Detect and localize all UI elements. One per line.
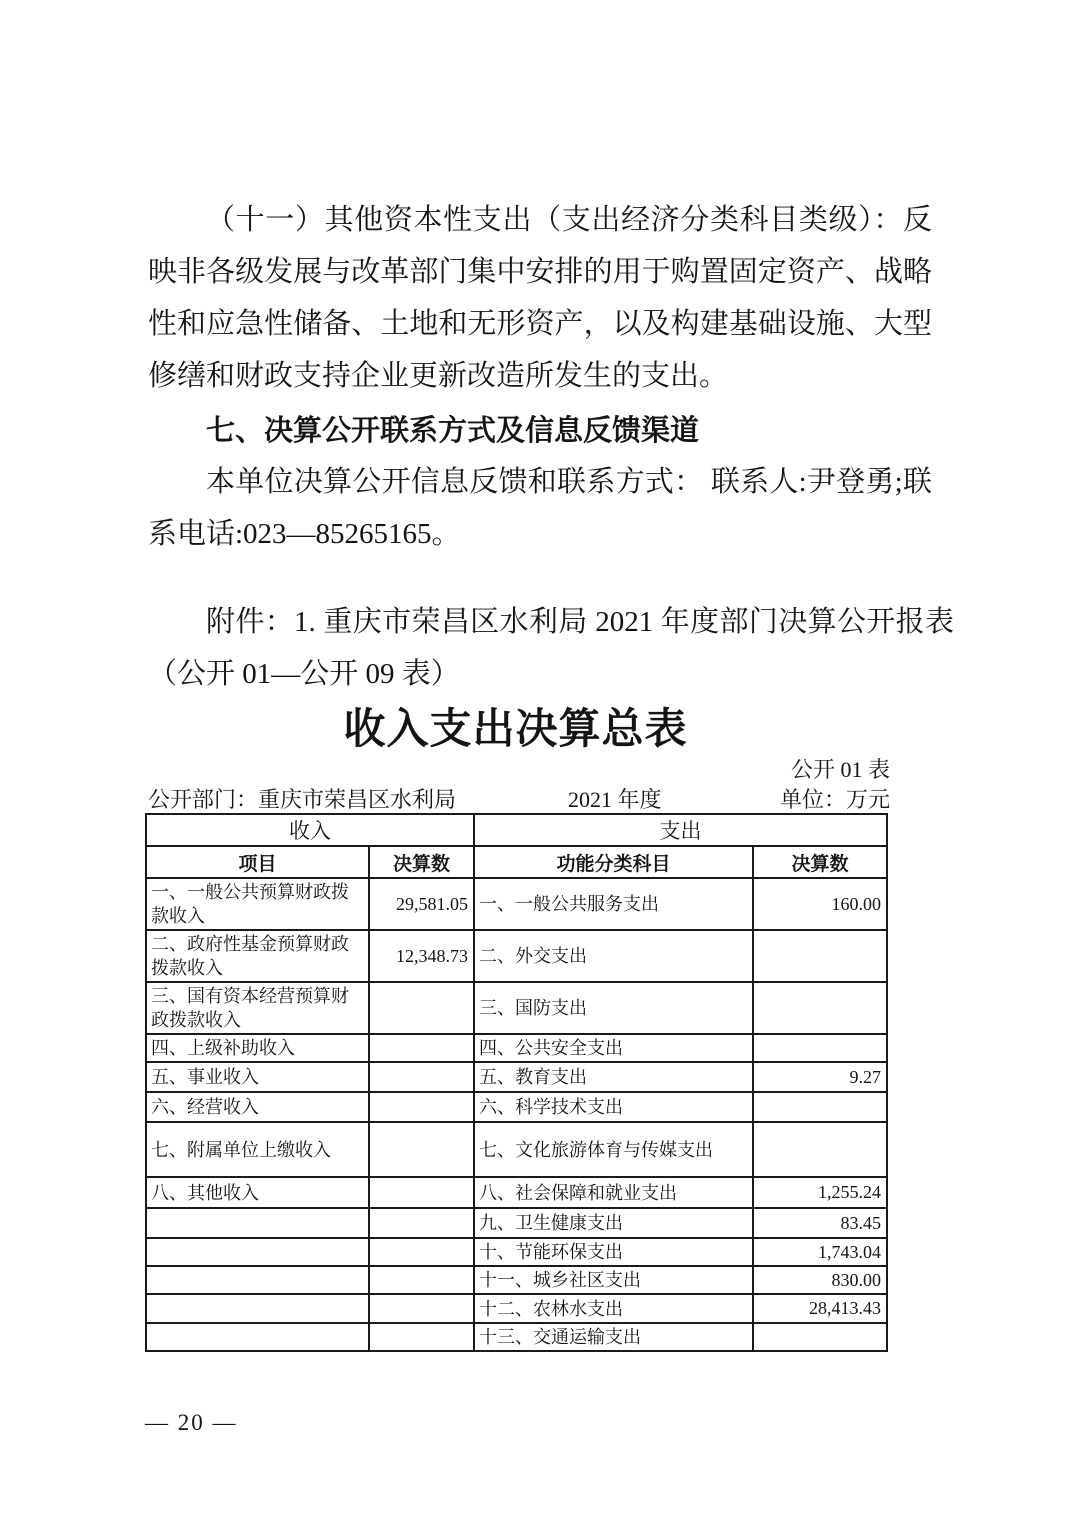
income-value-cell [369,1208,474,1238]
income-item-cell [146,1323,369,1351]
income-value-cell [369,1122,474,1177]
department-label: 公开部门：重庆市荣昌区水利局 [148,787,457,812]
report-title: 收入支出决算总表 [343,707,688,753]
column-header-function: 功能分类科目 [474,846,753,878]
paragraph-contact-info: 本单位决算公开信息反馈和联系方式： 联系人:尹登勇;联系电话:023—85265165。 [148,466,932,550]
income-item-cell: 八、其他收入 [146,1177,369,1208]
income-item-cell: 七、附属单位上缴收入 [146,1122,369,1177]
expense-item-cell: 五、教育支出 [474,1062,753,1092]
expense-item-cell: 十二、农林水支出 [474,1294,753,1323]
expense-value-cell [753,1323,887,1351]
table-row [146,1122,887,1177]
table-row [146,1177,887,1208]
expense-item-cell: 三、国防支出 [474,982,753,1034]
table-body [146,878,887,1351]
table-row [146,1092,887,1122]
income-value-cell [369,1323,474,1351]
table-row [146,878,887,930]
table-meta-row [148,783,890,811]
expense-value-cell: 160.00 [753,878,887,930]
page-number: — 20 — [145,1410,238,1435]
column-header-item: 项目 [146,846,369,878]
column-header-expense-amount: 决算数 [753,846,887,878]
income-value-cell [369,1238,474,1266]
expense-value-cell [753,1122,887,1177]
column-header-row [146,846,887,878]
expense-item-cell: 十一、城乡社区支出 [474,1266,753,1294]
expense-value-cell: 1,255.24 [753,1177,887,1208]
income-item-cell: 三、国有资本经营预算财政拨款收入 [146,982,369,1034]
income-value-cell [369,982,474,1034]
income-value-cell: 12,348.73 [369,930,474,982]
fiscal-year-label: 2021 年度 [568,787,662,812]
expense-item-cell: 六、科学技术支出 [474,1092,753,1122]
income-item-cell [146,1266,369,1294]
income-item-cell: 六、经营收入 [146,1092,369,1122]
table-row [146,930,887,982]
expense-item-cell: 二、外交支出 [474,930,753,982]
section-heading-contact: 七、决算公开联系方式及信息反馈渠道 [206,415,700,447]
income-expenditure-table [145,813,888,1352]
income-value-cell [369,1177,474,1208]
group-header-row [146,814,887,846]
income-item-cell [146,1238,369,1266]
table-row [146,982,887,1034]
paragraph-attachment-note: 附件：1. 重庆市荣昌区水利局 2021 年度部门决算公开报表（公开 01—公开 09 表） [148,606,954,690]
table-row [146,1238,887,1266]
income-item-cell: 一、一般公共预算财政拨款收入 [146,878,369,930]
income-value-cell [369,1294,474,1323]
income-value-cell [369,1062,474,1092]
income-value-cell: 29,581.05 [369,878,474,930]
income-item-cell: 二、政府性基金预算财政拨款收入 [146,930,369,982]
expense-item-cell: 四、公共安全支出 [474,1034,753,1062]
table-row [146,1323,887,1351]
expense-value-cell: 83.45 [753,1208,887,1238]
expense-value-cell: 28,413.43 [753,1294,887,1323]
expense-value-cell: 9.27 [753,1062,887,1092]
income-value-cell [369,1092,474,1122]
column-header-income-amount: 决算数 [369,846,474,878]
table-row [146,1062,887,1092]
expense-value-cell: 830.00 [753,1266,887,1294]
expense-item-cell: 九、卫生健康支出 [474,1208,753,1238]
income-item-cell: 五、事业收入 [146,1062,369,1092]
table-tag-label: 公开 01 表 [790,757,890,782]
expense-item-cell: 七、文化旅游体育与传媒支出 [474,1122,753,1177]
income-value-cell [369,1266,474,1294]
unit-label: 单位：万元 [779,787,890,812]
expense-item-cell: 十三、交通运输支出 [474,1323,753,1351]
table-row [146,1294,887,1323]
expense-value-cell [753,1034,887,1062]
income-item-cell [146,1294,369,1323]
table-row [146,1034,887,1062]
group-header-expense: 支出 [474,814,887,846]
expense-item-cell: 十、节能环保支出 [474,1238,753,1266]
expense-value-cell [753,1092,887,1122]
expense-item-cell: 一、一般公共服务支出 [474,878,753,930]
income-item-cell: 四、上级补助收入 [146,1034,369,1062]
expense-item-cell: 八、社会保障和就业支出 [474,1177,753,1208]
income-value-cell [369,1034,474,1062]
income-item-cell [146,1208,369,1238]
table-row [146,1266,887,1294]
expense-value-cell: 1,743.04 [753,1238,887,1266]
group-header-income: 收入 [146,814,474,846]
expense-value-cell [753,930,887,982]
expense-value-cell [753,982,887,1034]
table-row [146,1208,887,1238]
paragraph-other-capital-expenditure: （十一）其他资本性支出（支出经济分类科目类级）：反映非各级发展与改革部门集中安排的用于购置固定资产、战略性和应急性储备、土地和无形资产，以及构建基础设施、大型修缮和财政支持企业更新改造所发生的支出。 [148,204,932,392]
